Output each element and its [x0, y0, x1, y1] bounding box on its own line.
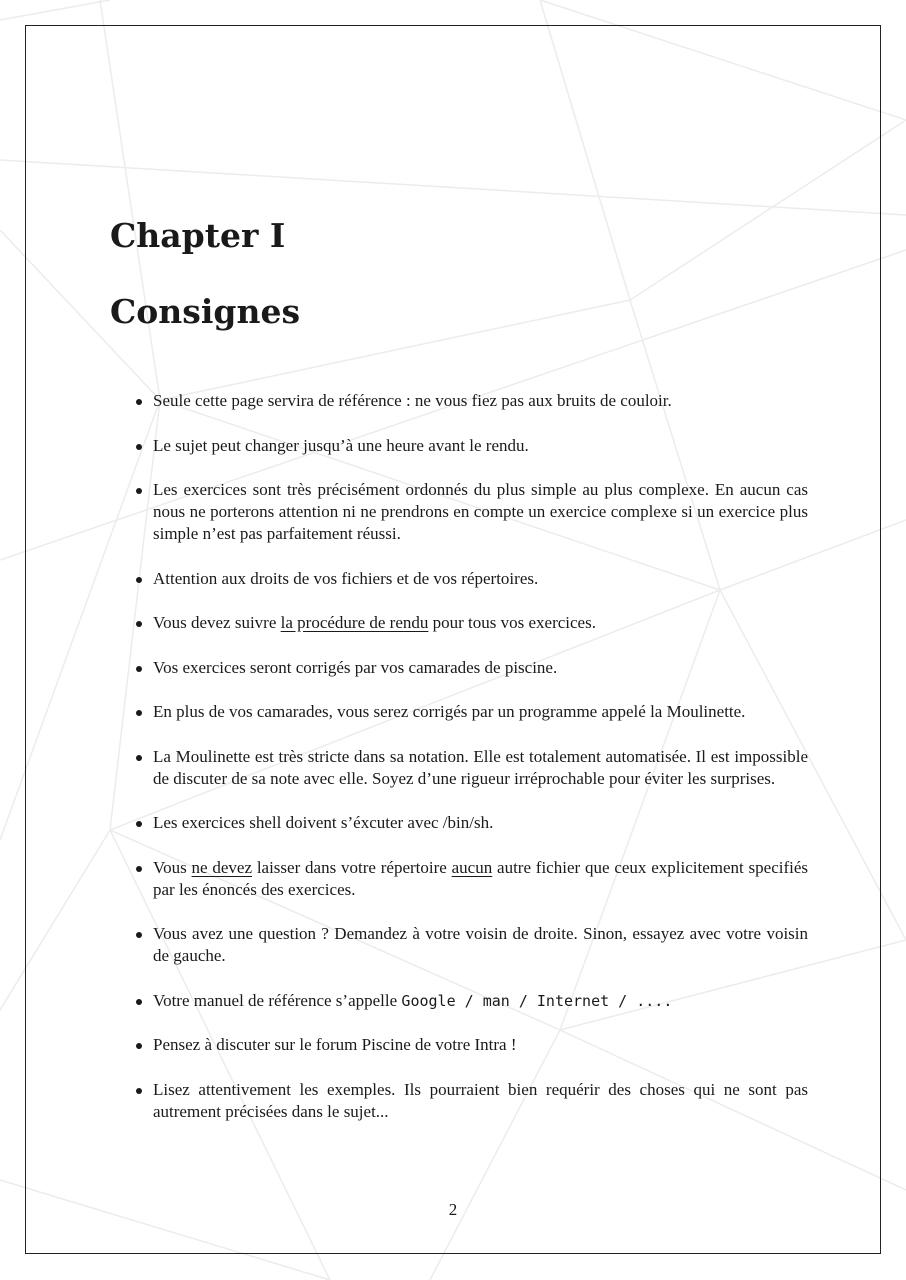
- rule-item: Lisez attentivement les exemples. Ils pourraient bien requérir des choses qui ne sont pas autrement précisées dans le sujet...: [153, 1079, 808, 1121]
- rule-item: Vous avez une question ? Demandez à votre voisin de droite. Sinon, essayez avec votre voisin de gauche.: [153, 924, 808, 965]
- rule-text: pour tous vos exercices.: [428, 613, 596, 632]
- reference-manual-code: Google / man / Internet / ....: [401, 991, 673, 1010]
- rule-item: Les exercices sont très précisément ordonnés du plus simple au plus complexe. En aucun cas nous ne porterons attention ni ne prendrons en compte un exercice complexe si un exercice plus simple n’est pas parfaitement réussi.: [153, 480, 808, 543]
- rule-item: [153, 857, 808, 901]
- rule-text: Votre manuel de référence s’appelle: [153, 990, 402, 1010]
- rule-item: Seule cette page servira de référence : ne vous fiez pas aux bruits de couloir.: [153, 390, 808, 412]
- rule-item: La Moulinette est très stricte dans sa notation. Elle est totalement automatisée. Il est impossible de discuter de sa note avec elle. Soyez d’une rigueur irréprochable pour éviter les surprises.: [153, 746, 808, 788]
- rule-item: Le sujet peut changer jusqu’à une heure avant le rendu.: [153, 435, 808, 457]
- emphasis-underlined: ne devez: [191, 857, 253, 877]
- page-number: 2: [448, 1200, 458, 1219]
- rules-list: [153, 390, 808, 1145]
- rule-text: Vous: [153, 857, 192, 877]
- rule-text: laisser dans votre répertoire: [252, 857, 452, 877]
- rule-text: autre fichier que ceux explicitement specifiés par les énoncés des exercices.: [153, 857, 809, 899]
- rule-item: Pensez à discuter sur le forum Piscine de votre Intra !: [153, 1034, 808, 1056]
- rule-item: [153, 990, 808, 1012]
- rule-text: Vous devez suivre: [153, 613, 281, 632]
- chapter-title: Consignes: [110, 292, 301, 331]
- rule-item: Attention aux droits de vos fichiers et de vos répertoires.: [153, 568, 808, 590]
- submission-procedure-link[interactable]: la procédure de rendu: [280, 613, 429, 632]
- chapter-label: Chapter I: [110, 216, 286, 255]
- rule-item: Les exercices shell doivent s’éxcuter avec /bin/sh.: [153, 812, 808, 834]
- emphasis-underlined: aucun: [451, 857, 493, 877]
- rule-item: [153, 612, 808, 634]
- rule-item: En plus de vos camarades, vous serez corrigés par un programme appelé la Moulinette.: [153, 701, 808, 723]
- rule-item: Vos exercices seront corrigés par vos camarades de piscine.: [153, 657, 808, 679]
